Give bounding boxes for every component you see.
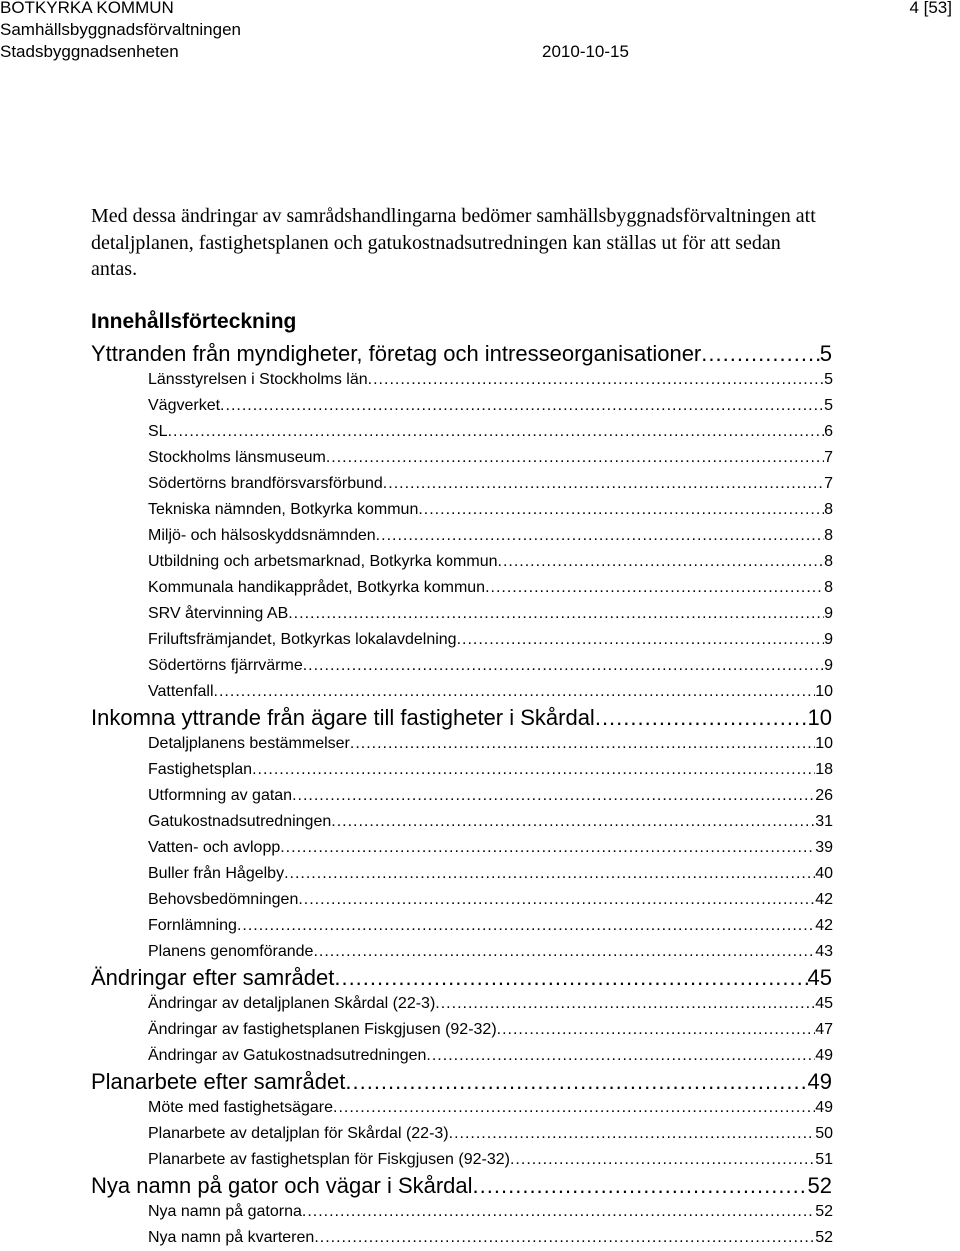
toc-subsection-entry[interactable] (148, 445, 833, 471)
toc-entry-page: 52 (815, 1229, 833, 1246)
toc-entry-page: 9 (824, 631, 833, 648)
toc-entry-title: Yttranden från myndigheter, företag och intresseorganisationer (91, 341, 702, 366)
toc-subsection-entry[interactable] (148, 757, 833, 783)
toc-subsection-entry[interactable] (148, 679, 833, 705)
toc-entry-title: Ändringar av detaljplanen Skårdal (22-3) (148, 995, 436, 1012)
toc-subsection-entry[interactable] (148, 471, 833, 497)
toc-subsection-entry[interactable] (148, 731, 833, 757)
toc-entry-page: 52 (815, 1203, 833, 1220)
toc-subsection-entry[interactable] (148, 1017, 833, 1043)
toc-entry-title: Planens genomförande (148, 943, 314, 960)
toc-subsection-entry[interactable] (148, 1147, 833, 1173)
toc-subsection-entry[interactable] (148, 991, 833, 1017)
toc-entry-page: 51 (815, 1151, 833, 1168)
toc-entry-title: Gatukostnadsutredningen (148, 813, 332, 830)
toc-entry-page: 10 (807, 705, 832, 730)
toc-dot-leader (288, 601, 824, 627)
toc-entry-page: 10 (815, 683, 833, 700)
toc-entry-title: Detaljplanens bestämmelser (148, 735, 350, 752)
toc-dot-leader (426, 1043, 815, 1069)
toc-dot-leader (326, 445, 824, 471)
toc-dot-leader (331, 809, 815, 835)
toc-entry-page: 52 (807, 1173, 832, 1198)
toc-entry-title: Fornlämning (148, 917, 237, 934)
toc-dot-leader (334, 965, 807, 991)
toc-dot-leader (237, 913, 815, 939)
toc-section-entry[interactable] (91, 1069, 832, 1095)
toc-entry-page: 40 (815, 865, 833, 882)
toc-subsection-entry[interactable] (148, 1199, 833, 1225)
toc-dot-leader (701, 341, 819, 367)
unit-name: Stadsbyggnadsenheten (0, 42, 179, 61)
toc-entry-title: Utformning av gatan (148, 787, 293, 804)
toc-subsection-entry[interactable] (148, 939, 833, 965)
toc-dot-leader (333, 1095, 815, 1121)
department-name: Samhällsbyggnadsförvaltningen (0, 20, 241, 39)
toc-entry-page: 42 (815, 917, 833, 934)
toc-dot-leader (595, 705, 808, 731)
toc-dot-leader (510, 1147, 815, 1173)
toc-subsection-entry[interactable] (148, 367, 833, 393)
toc-dot-leader (168, 419, 825, 445)
toc-entry-page: 50 (815, 1125, 833, 1142)
toc-entry-page: 49 (815, 1099, 833, 1116)
toc-dot-leader (457, 627, 825, 653)
toc-entry-title: Vattenfall (148, 683, 214, 700)
toc-subsection-entry[interactable] (148, 627, 833, 653)
toc-subsection-entry[interactable] (148, 1225, 833, 1251)
toc-subsection-entry[interactable] (148, 653, 833, 679)
toc-entry-title: Möte med fastighetsägare (148, 1099, 333, 1116)
toc-section-entry[interactable] (91, 705, 832, 731)
toc-entry-page: 9 (824, 657, 833, 674)
toc-entry-page: 26 (815, 787, 833, 804)
toc-subsection-entry[interactable] (148, 835, 833, 861)
toc-dot-leader (252, 757, 815, 783)
page-number: 4 [53] (909, 0, 952, 17)
toc-entry-title: Planarbete av fastighetsplan för Fiskgjusen (92-32) (148, 1151, 510, 1168)
toc-entry-page: 5 (824, 371, 833, 388)
toc-entry-title: Vägverket (148, 397, 221, 414)
toc-entry-title: Planarbete efter samrådet (91, 1069, 346, 1094)
toc-entry-title: Nya namn på gator och vägar i Skårdal (91, 1173, 473, 1198)
toc-entry-title: SL (148, 423, 168, 440)
toc-entry-page: 8 (824, 553, 833, 570)
toc-entry-title: Länsstyrelsen i Stockholms län (148, 371, 368, 388)
toc-dot-leader (302, 1199, 815, 1225)
toc-entry-page: 49 (815, 1047, 833, 1064)
toc-dot-leader (350, 731, 815, 757)
toc-dot-leader (313, 939, 815, 965)
toc-entry-title: Fastighetsplan (148, 761, 253, 778)
toc-dot-leader (284, 861, 815, 887)
toc-dot-leader (214, 679, 816, 705)
toc-dot-leader (383, 471, 824, 497)
toc-entry-page: 49 (807, 1069, 832, 1094)
toc-entry-page: 6 (824, 423, 833, 440)
toc-entry-title: Stockholms länsmuseum (148, 449, 326, 466)
toc-dot-leader (449, 1121, 816, 1147)
toc-entry-page: 31 (815, 813, 833, 830)
toc-subsection-entry[interactable] (148, 783, 833, 809)
toc-entry-page: 8 (824, 579, 833, 596)
toc-entry-title: Vatten- och avlopp (148, 839, 281, 856)
toc-entry-page: 45 (815, 995, 833, 1012)
toc-entry-title: Nya namn på kvarteren (148, 1229, 315, 1246)
toc-entry-page: 43 (815, 943, 833, 960)
toc-dot-leader (435, 991, 815, 1017)
toc-entry-title: Behovsbedömningen (148, 891, 299, 908)
toc-heading: Innehållsförteckning (91, 310, 297, 333)
toc-dot-leader (298, 887, 815, 913)
toc-entry-page: 18 (815, 761, 833, 778)
page-header (0, 0, 960, 66)
toc-subsection-entry[interactable] (148, 809, 833, 835)
toc-dot-leader (485, 575, 824, 601)
toc-dot-leader (280, 835, 815, 861)
toc-dot-leader (498, 549, 825, 575)
toc-entry-page: 42 (815, 891, 833, 908)
toc-dot-leader (314, 1225, 815, 1251)
toc-subsection-entry[interactable] (148, 497, 833, 523)
toc-dot-leader (368, 367, 824, 393)
toc-entry-title: Utbildning och arbetsmarknad, Botkyrka kommun (148, 553, 498, 570)
toc-subsection-entry[interactable] (148, 861, 833, 887)
toc-entry-page: 39 (815, 839, 833, 856)
toc-entry-title: Södertörns fjärrvärme (148, 657, 303, 674)
toc-dot-leader (303, 653, 824, 679)
toc-subsection-entry[interactable] (148, 393, 833, 419)
toc-entry-title: Ändringar efter samrådet (91, 965, 335, 990)
toc-dot-leader (220, 393, 824, 419)
toc-entry-page: 7 (824, 475, 833, 492)
toc-subsection-entry[interactable] (148, 887, 833, 913)
toc-subsection-entry[interactable] (148, 523, 833, 549)
toc-entry-title: Södertörns brandförsvarsförbund (148, 475, 383, 492)
toc-entry-page: 5 (824, 397, 833, 414)
toc-section-entry[interactable] (91, 965, 832, 991)
toc-entry-title: Inkomna yttrande från ägare till fastigheter i Skårdal (91, 705, 595, 730)
toc-entry-page: 45 (807, 965, 832, 990)
org-name: BOTKYRKA KOMMUN (0, 0, 174, 17)
toc-dot-leader (376, 523, 824, 549)
toc-entry-title: Planarbete av detaljplan för Skårdal (22-3) (148, 1125, 449, 1142)
toc-subsection-entry[interactable] (148, 549, 833, 575)
toc-subsection-entry[interactable] (148, 1095, 833, 1121)
toc-entry-page: 10 (815, 735, 833, 752)
toc-entry-page: 47 (815, 1021, 833, 1038)
toc-subsection-entry[interactable] (148, 601, 833, 627)
toc-entry-page: 8 (824, 501, 833, 518)
toc-entry-title: SRV återvinning AB (148, 605, 289, 622)
toc-section-entry[interactable] (91, 341, 832, 367)
toc-entry-title: Tekniska nämnden, Botkyrka kommun (148, 501, 419, 518)
toc-entry-title: Miljö- och hälsoskyddsnämnden (148, 527, 376, 544)
toc-dot-leader (292, 783, 815, 809)
toc-entry-page: 9 (824, 605, 833, 622)
document-date: 2010-10-15 (542, 42, 629, 61)
toc-subsection-entry[interactable] (148, 1043, 833, 1069)
intro-text: Med dessa ändringar av samrådshandlingarna bedömer samhällsbyggnadsförvaltningen att detaljplanen, fastighetsplanen och gatukostnadsutredningen kan ställas ut för att sedan antas. (91, 205, 816, 280)
toc-subsection-entry[interactable] (148, 575, 833, 601)
toc-entry-title: Ändringar av Gatukostnadsutredningen (148, 1047, 427, 1064)
toc-entry-page: 5 (819, 341, 832, 366)
toc-entry-title: Friluftsfrämjandet, Botkyrkas lokalavdelning (148, 631, 457, 648)
toc-dot-leader (473, 1173, 808, 1199)
toc-entry-title: Ändringar av fastighetsplanen Fiskgjusen (92-32) (148, 1021, 497, 1038)
toc-subsection-entry[interactable] (148, 913, 833, 939)
toc-entry-title: Buller från Hågelby (148, 865, 285, 882)
toc-entry-title: Kommunala handikapprådet, Botkyrka kommun (148, 579, 486, 596)
intro-paragraph (91, 203, 831, 283)
toc-dot-leader (345, 1069, 807, 1095)
toc-dot-leader (497, 1017, 816, 1043)
toc-subsection-entry[interactable] (148, 419, 833, 445)
toc-dot-leader (418, 497, 824, 523)
toc-subsection-entry[interactable] (148, 1121, 833, 1147)
toc-entry-page: 7 (824, 449, 833, 466)
toc-entry-title: Nya namn på gatorna (148, 1203, 302, 1220)
toc-section-entry[interactable] (91, 1173, 832, 1199)
toc-entry-page: 8 (824, 527, 833, 544)
